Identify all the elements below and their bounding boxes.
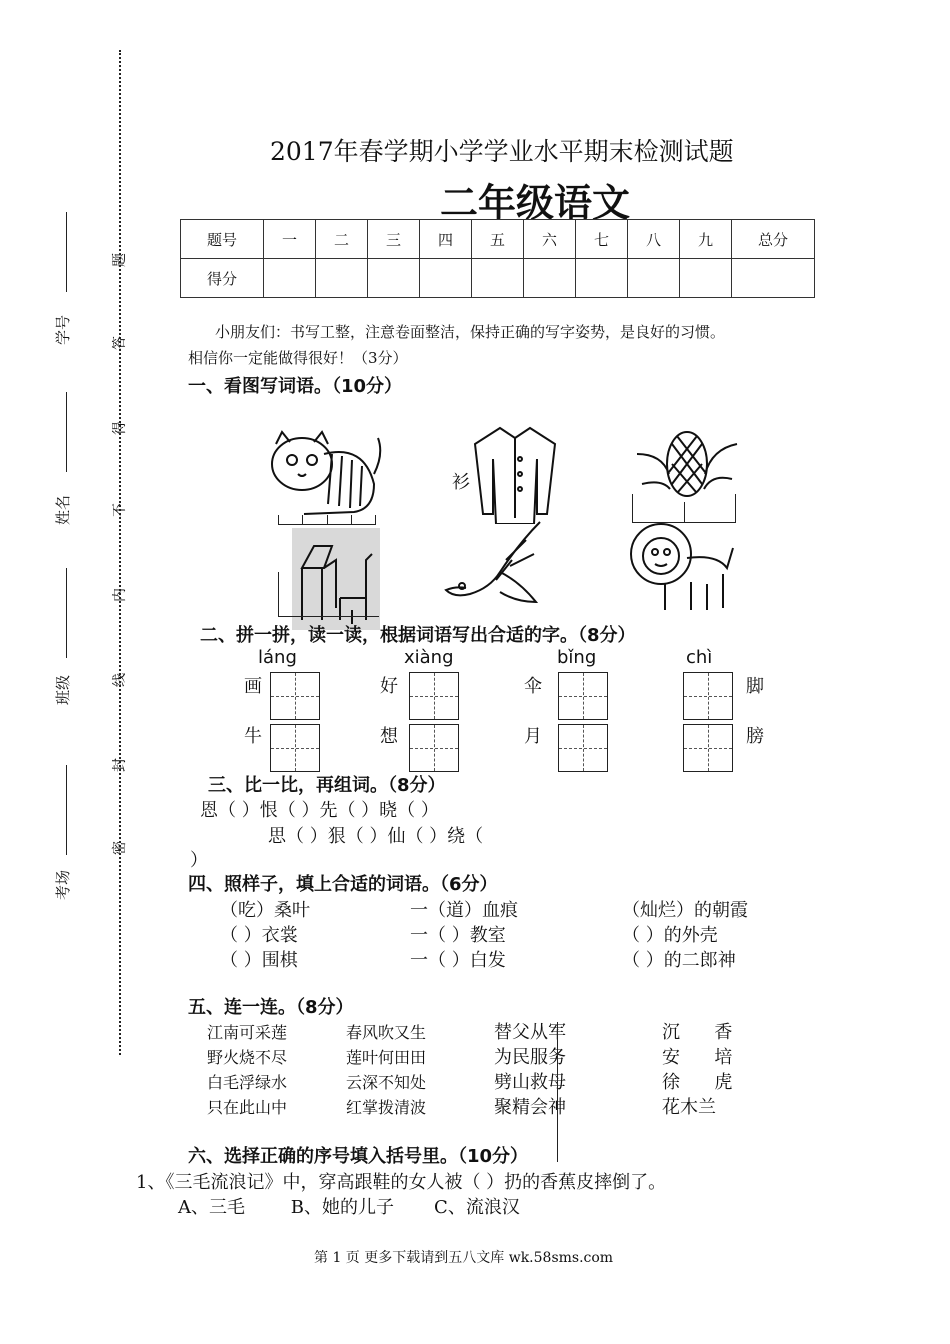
q2-char: 好	[380, 676, 398, 697]
crane-picture	[440, 520, 550, 620]
notice-char: 得	[112, 421, 128, 435]
binding-dotted-line	[119, 50, 121, 1055]
shirt-picture	[470, 424, 560, 524]
section-3-title: 三、比一比，再组词。（8分）	[208, 775, 446, 796]
q4-item: （ ）的外壳	[622, 925, 718, 946]
q2-char: 画	[244, 676, 262, 697]
section-2-title: 二、拼一拼，读一读，根据词语写出合适的字。（8分）	[200, 625, 636, 646]
q2-char: 想	[380, 726, 398, 747]
score-cell[interactable]	[264, 259, 316, 298]
q2-char: 月	[524, 726, 542, 747]
q2-char: 脚	[746, 676, 764, 697]
table-cell: 三	[368, 220, 420, 259]
q5-item[interactable]: 花木兰	[662, 1097, 716, 1118]
q4-item: （ ）的二郎神	[622, 950, 736, 971]
notice-char: 内	[112, 588, 128, 602]
q5-item[interactable]: 聚精会神	[494, 1097, 566, 1118]
q5-item[interactable]: 云深不知处	[346, 1073, 427, 1092]
tiger-picture	[262, 424, 386, 516]
exam-title: 2017年春学期小学学业水平期末检测试题	[270, 137, 734, 166]
q5-item[interactable]: 莲叶何田田	[346, 1048, 427, 1067]
lion-picture	[625, 518, 740, 614]
pinyin-2: xiàng	[404, 647, 454, 668]
table-cell: 七	[576, 220, 628, 259]
stray-char: 衫	[452, 472, 470, 493]
notice-char: 题	[112, 253, 128, 267]
notice-char: 不	[112, 503, 128, 517]
q5-item[interactable]: 只在此山中	[207, 1098, 288, 1117]
table-cell: 总分	[732, 220, 815, 259]
notice-char: 密	[112, 841, 128, 855]
table-cell: 得分	[181, 259, 264, 298]
score-cell[interactable]	[524, 259, 576, 298]
q5-item[interactable]: 江南可采莲	[207, 1023, 288, 1042]
tian-grid-box[interactable]	[683, 672, 733, 720]
score-cell[interactable]	[472, 259, 524, 298]
table-cell: 四	[420, 220, 472, 259]
tian-grid-box[interactable]	[270, 724, 320, 772]
score-table-header-row	[181, 220, 815, 259]
tian-grid-box[interactable]	[558, 724, 608, 772]
q2-char: 牛	[244, 726, 262, 747]
q5-item[interactable]: 安 培	[662, 1047, 733, 1068]
score-cell[interactable]	[420, 259, 472, 298]
q4-item: 一（道）血痕	[410, 900, 518, 921]
table-cell: 题号	[181, 220, 264, 259]
table-cell: 二	[316, 220, 368, 259]
answer-ruler[interactable]	[278, 514, 376, 525]
tian-grid-box[interactable]	[558, 672, 608, 720]
q3-line-3: ）	[190, 850, 208, 871]
section-1-title: 一、看图写词语。（10分）	[188, 376, 403, 397]
q2-char: 膀	[746, 726, 764, 747]
table-cell: 六	[524, 220, 576, 259]
score-cell[interactable]	[680, 259, 732, 298]
q5-item[interactable]: 替父从军	[494, 1022, 566, 1043]
q5-item[interactable]: 春风吹又生	[346, 1023, 427, 1042]
notice-char: 答	[112, 336, 128, 350]
subject-title: 二年级语文	[440, 181, 631, 225]
table-cell: 五	[472, 220, 524, 259]
score-cell[interactable]	[732, 259, 815, 298]
q5-item[interactable]: 白毛浮绿水	[207, 1073, 288, 1092]
page-footer: 第 1 页 更多下载请到五八文库 wk.58sms.com	[314, 1250, 614, 1266]
pinyin-1: láng	[258, 647, 297, 668]
pineapple-picture	[632, 424, 742, 504]
q3-line-2: 思（ ）狠（ ）仙（ ）绕（	[268, 826, 484, 847]
name-label: 姓名	[54, 494, 72, 525]
table-cell: 一	[264, 220, 316, 259]
q5-item[interactable]: 劈山救母	[494, 1072, 566, 1093]
score-cell[interactable]	[576, 259, 628, 298]
q5-item[interactable]: 野火烧不尽	[207, 1048, 288, 1067]
exam-room-line	[66, 765, 67, 855]
q6-options: A、三毛 B、她的儿子 C、流浪汉	[178, 1197, 520, 1218]
student-id-label: 学号	[54, 314, 72, 345]
q6-item-1: 1、《三毛流浪记》中，穿高跟鞋的女人被（ ）扔的香蕉皮摔倒了。	[136, 1172, 667, 1193]
connector-line	[557, 1022, 558, 1162]
q3-line-1: 恩（ ）恨（ ）先（ ）晓（ ）	[200, 800, 439, 821]
q5-item[interactable]: 红掌拨清波	[346, 1098, 427, 1117]
table-cell: 八	[628, 220, 680, 259]
q4-item: （ ）衣裳	[220, 925, 298, 946]
tian-grid-box[interactable]	[270, 672, 320, 720]
name-line	[66, 392, 67, 472]
intro-line-1: 小朋友们：书写工整，注意卷面整洁，保持正确的写字姿势，是良好的习惯。	[215, 323, 726, 341]
tian-grid-box[interactable]	[683, 724, 733, 772]
pinyin-4: chì	[686, 647, 713, 668]
score-cell[interactable]	[368, 259, 420, 298]
table-cell: 九	[680, 220, 732, 259]
section-5-title: 五、连一连。（8分）	[188, 997, 354, 1018]
notice-char: 封	[112, 758, 128, 772]
tian-grid-box[interactable]	[409, 672, 459, 720]
class-label: 班级	[54, 674, 72, 705]
class-line	[66, 568, 67, 658]
q4-item: 一（ ）教室	[410, 925, 506, 946]
q4-item: （吃）桑叶	[220, 900, 310, 921]
tian-grid-box[interactable]	[409, 724, 459, 772]
answer-ruler[interactable]	[278, 572, 379, 617]
student-id-line	[66, 212, 67, 292]
section-4-title: 四、照样子，填上合适的词语。（6分）	[188, 874, 498, 895]
score-table-score-row	[181, 259, 815, 298]
score-cell[interactable]	[628, 259, 680, 298]
intro-line-2: 相信你一定能做得很好！（3分）	[188, 349, 408, 367]
q4-item: 一（ ）白发	[410, 950, 506, 971]
score-table	[180, 219, 815, 298]
section-6-title: 六、选择正确的序号填入括号里。（10分）	[188, 1146, 529, 1167]
pinyin-3: bǐng	[557, 647, 597, 668]
q2-char: 伞	[524, 676, 542, 697]
exam-room-label: 考场	[54, 869, 72, 900]
q5-item[interactable]: 为民服务	[494, 1047, 566, 1068]
q4-item: （ ）围棋	[220, 950, 298, 971]
q5-item[interactable]: 徐 虎	[662, 1072, 733, 1093]
q5-item[interactable]: 沉 香	[662, 1022, 733, 1043]
score-cell[interactable]	[316, 259, 368, 298]
q4-item: （灿烂）的朝霞	[622, 900, 748, 921]
notice-char: 线	[112, 673, 128, 687]
